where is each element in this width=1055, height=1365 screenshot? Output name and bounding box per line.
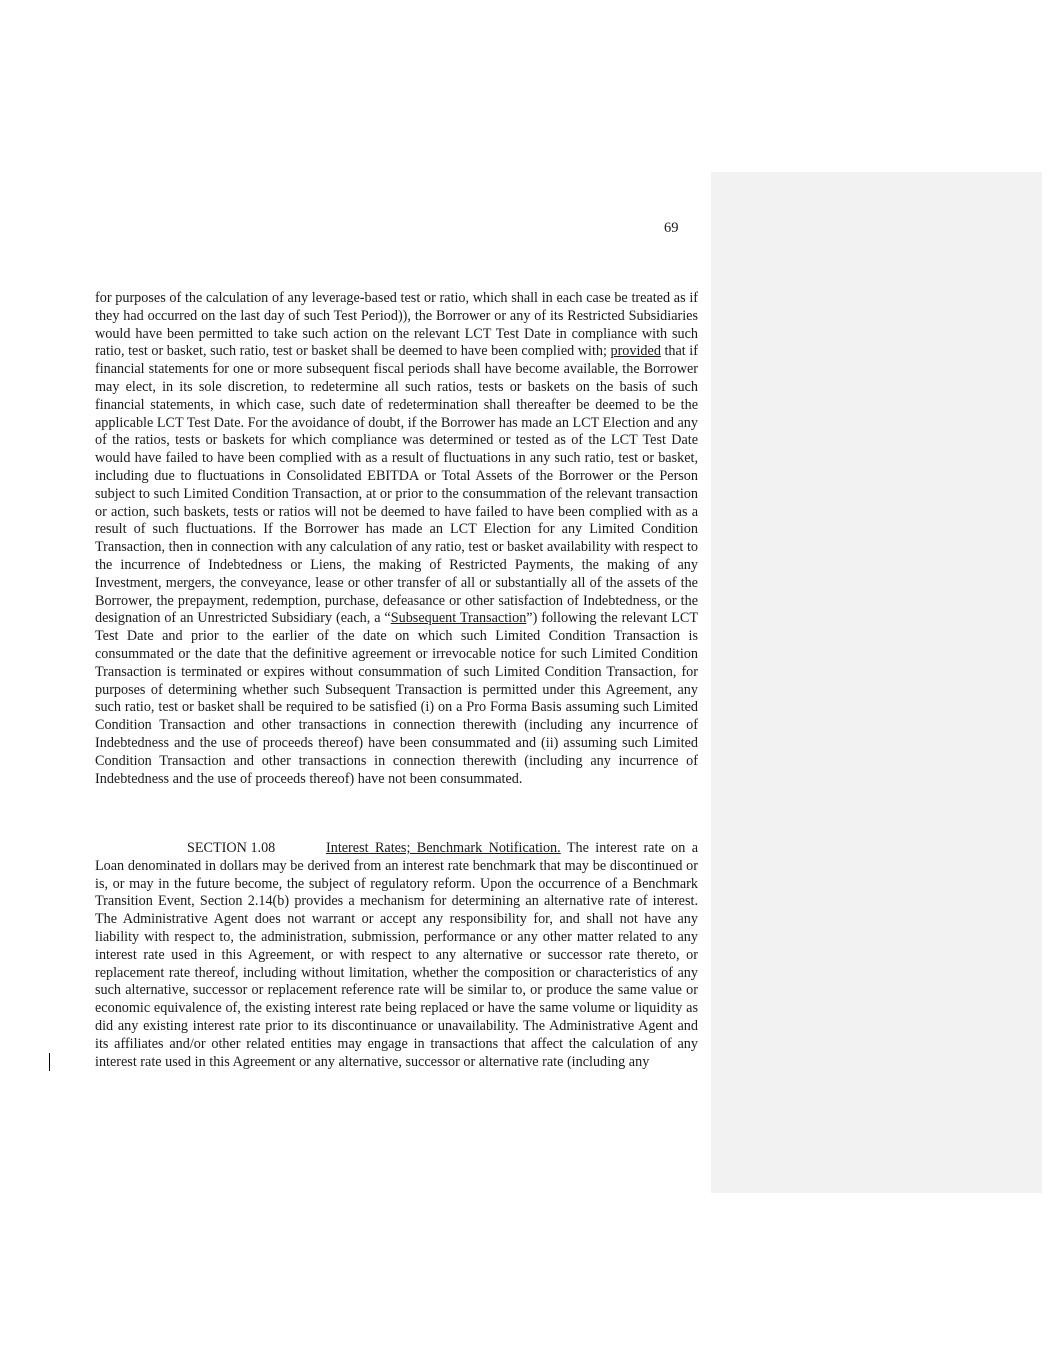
page-number: 69 <box>664 220 679 236</box>
revision-change-bar <box>49 1053 50 1071</box>
section-number: SECTION 1.08 <box>187 840 276 856</box>
paragraph-text: ”) following the relevant LCT Test Date and prior to the earlier of the date on which such Limited Condition Transaction is consummated or the date that the definitive agreement or irrevocable notice for such Limited Condition Transaction is terminated or expires without consummation of such Limited Condition Transaction, for purposes of determining whether such Subsequent Transaction is permitted under this Agreement, any such ratio, test or basket shall be required to be satisfied (i) on a Pro Forma Basis assuming such Limited Condition Transaction and other transactions in connection therewith (including any incurrence of Indebtedness and the use of proceeds thereof) have been consummated and (ii) assuming such Limited Condition Transaction and other transactions in connection therewith (including any incurrence of Indebtedness and the use of proceeds thereof) have not been consummated. <box>95 610 698 787</box>
defined-term-subsequent-transaction: Subsequent Transaction <box>390 610 527 627</box>
section-text: The interest rate on a Loan denominated in dollars may be derived from an interest rate benchmark that may be discontinued or is, or may in the future become, the subject of regulatory reform. Upon the occurrence of a Benchmark Transition Event, Section 2.14(b) provides a mechanism for determining an alternative rate of interest. The Administrative Agent does not warrant or accept any responsibility for, and shall not have any liability with respect to, the administration, submission, performance or any other matter related to any interest rate used in this Agreement, or with respect to any alternative or successor rate thereto, or replacement rate thereof, including without limitation, whether the composition or characteristics of any such alternative, successor or replacement reference rate will be similar to, or produce the same value or economic equivalence of, the existing interest rate being replaced or have the same volume or liquidity as did any existing interest rate prior to its discontinuance or unavailability. The Administrative Agent and its affiliates and/or other related entities may engage in transactions that affect the calculation of any interest rate used in this Agreement or any alternative, successor or alternative rate (including any <box>95 840 698 1070</box>
paragraph-text: that if financial statements for one or more subsequent fiscal periods shall have become available, the Borrower may elect, in its sole discretion, to redetermine all such ratios, tests or baskets on the basis of such financial statements, in which case, such date of redetermination shall thereafter be deemed to be the applicable LCT Test Date. For the avoidance of doubt, if the Borrower has made an LCT Election and any of the ratios, tests or baskets for which compliance was determined or tested as of the LCT Test Date would have failed to have been complied with as a result of fluctuations in any such ratio, test or basket, including due to fluctuations in Consolidated EBITDA or Total Assets of the Borrower or the Person subject to such Limited Condition Transaction, at or prior to the consummation of the relevant transaction or action, such baskets, tests or ratios will not be deemed to have failed to have been complied with as a result of such fluctuations. If the Borrower has made an LCT Election for any Limited Condition Transaction, then in connection with any calculation of any ratio, test or basket availability with respect to the incurrence of Indebtedness or Liens, the making of Restricted Payments, the making of any Investment, mergers, the conveyance, lease or other transfer of all or substantially all of the assets of the Borrower, the prepayment, redemption, purchase, defeasance or other satisfaction of Indebtedness, or the designation of an Unrestricted Subsidiary (each, a “ <box>95 343 698 627</box>
comment-pane <box>711 172 1042 1193</box>
section-heading: Interest Rates; Benchmark Notification. <box>326 840 561 856</box>
provided-term: provided <box>610 343 661 360</box>
section-1-08-paragraph <box>95 840 698 1071</box>
body-paragraph <box>95 290 698 788</box>
paragraph-text: for purposes of the calculation of any leverage-based test or ratio, which shall in each case be treated as if they had occurred on the last day of such Test Period)), the Borrower or any of its Restricted Subsidiaries would have been permitted to take such action on the relevant LCT Test Date in compliance with such ratio, test or basket, such ratio, test or basket shall be deemed to have been complied with; <box>95 290 698 360</box>
